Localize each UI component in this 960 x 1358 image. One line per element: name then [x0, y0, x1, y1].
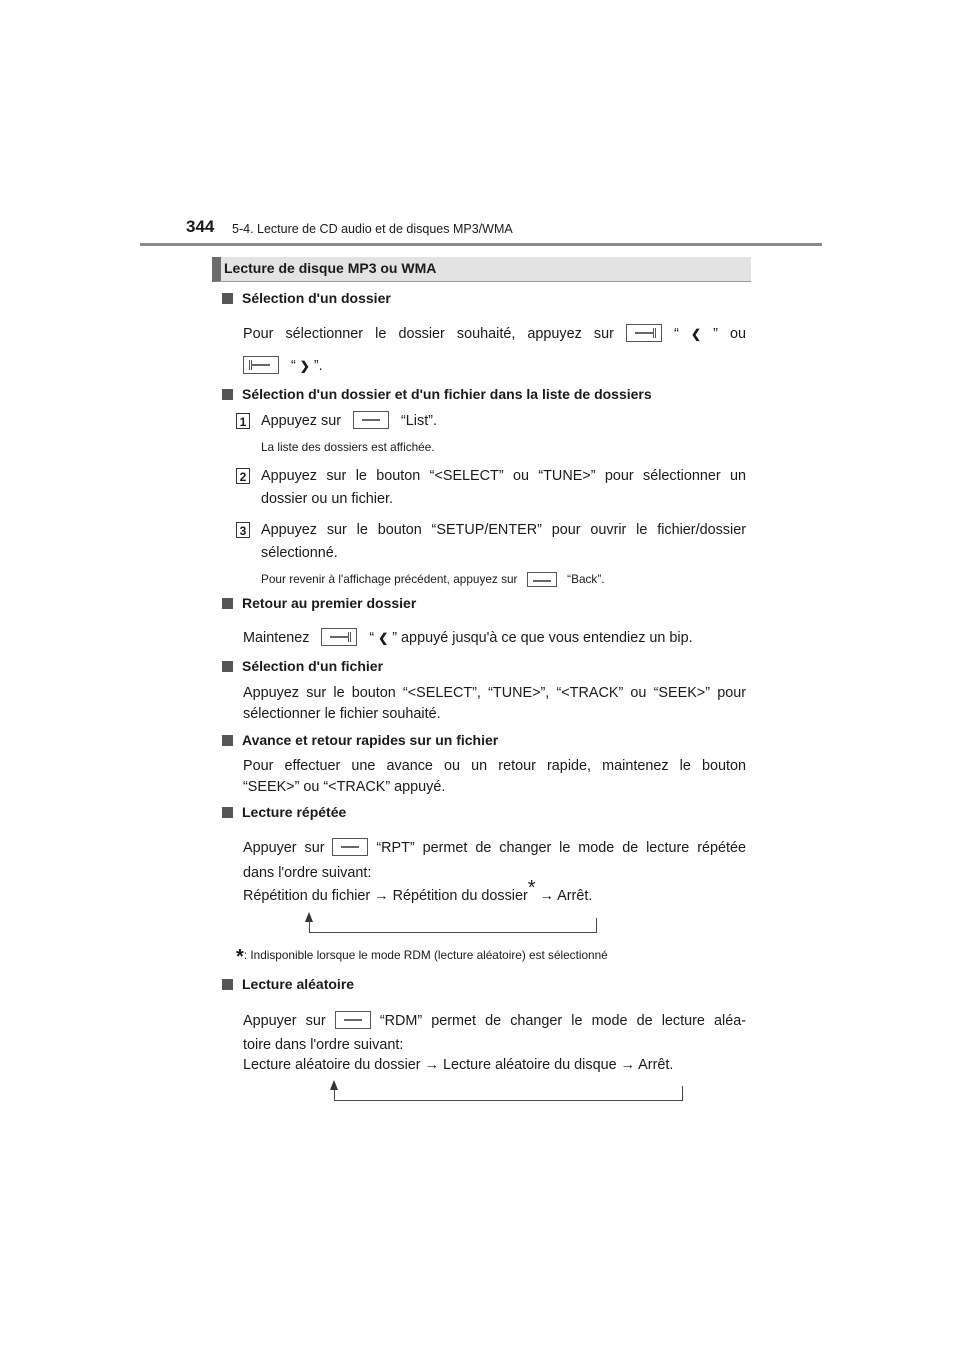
subsection-title-text: Sélection d'un dossier et d'un fichier dans la liste de dossiers — [242, 386, 652, 402]
subsection-title-text: Sélection d'un dossier — [242, 290, 391, 306]
footnote-text: : Indisponible lorsque le mode RDM (lecture aléatoire) est sélectionné — [243, 948, 608, 962]
square-bullet-icon — [222, 979, 233, 990]
s6-line2: dans l'ordre suivant: — [243, 865, 372, 881]
text: “Back”. — [567, 572, 605, 586]
subsection-title-text: Lecture répétée — [242, 804, 347, 820]
footnote-marker: * — [527, 877, 536, 900]
chevron-left-icon: ❮ — [378, 631, 389, 645]
subsection-title-text: Retour au premier dossier — [242, 595, 417, 611]
square-bullet-icon — [222, 807, 233, 818]
chevron-right-icon: ❯ — [299, 359, 310, 373]
subsection-title-text: Sélection d'un fichier — [242, 658, 384, 674]
step-number-2: 2 — [236, 468, 250, 484]
step2-line1: Appuyez sur le bouton “<SELECT” ou “TUNE>” pour sélectionner un — [261, 468, 746, 484]
text: ou — [730, 326, 747, 342]
text: “RDM” permet de changer le mode de lecture aléa- — [379, 1013, 746, 1029]
footnote — [236, 946, 608, 969]
s1-line1 — [243, 323, 746, 345]
subsection-title-text: Avance et retour rapides sur un fichier — [242, 732, 499, 748]
loop-line — [334, 1086, 683, 1101]
chapter-heading: 5-4. Lecture de CD audio et de disques MP3/WMA — [232, 222, 513, 236]
text: → Arrêt. — [535, 888, 593, 904]
s4-line2: sélectionner le fichier souhaité. — [243, 706, 441, 722]
subsection-title-text: Lecture aléatoire — [242, 976, 355, 992]
step-number-3: 3 — [236, 522, 250, 538]
footnote-star: * — [236, 946, 244, 968]
step3-line1: Appuyez sur le bouton “SETUP/ENTER” pour ouvrir le fichier/dossier — [261, 522, 746, 538]
square-bullet-icon — [222, 389, 233, 400]
loop-line — [309, 918, 597, 933]
rdm-button-icon — [335, 1011, 371, 1029]
step3-note — [261, 568, 764, 590]
text: “ ❮ ” — [674, 326, 718, 342]
s7-line1 — [243, 1010, 746, 1032]
s3-line: Maintenez “ ❮ ” appuyé jusqu'à ce que vous entendiez un bip. — [243, 630, 693, 646]
subsection-title-fast — [222, 732, 498, 748]
text: “List”. — [401, 413, 437, 429]
step3-line2: sélectionné. — [261, 545, 338, 561]
s7-line2: toire dans l'ordre suivant: — [243, 1037, 404, 1053]
step-number-1: 1 — [236, 413, 250, 429]
text: ”. — [313, 358, 323, 374]
list-button-icon — [353, 411, 389, 429]
subsection-title-file-select — [222, 658, 383, 674]
square-bullet-icon — [222, 598, 233, 609]
subsection-title-folder-select — [222, 290, 391, 306]
subsection-title-random — [222, 976, 354, 992]
text: Pour revenir à l'affichage précédent, appuyez sur — [261, 572, 518, 586]
text: Pour sélectionner le dossier souhaité, appuyez sur — [243, 326, 614, 342]
rpt-button-icon — [332, 838, 368, 856]
step1-text — [261, 410, 764, 432]
step2-line2: dossier ou un fichier. — [261, 491, 393, 507]
subsection-title-first-folder — [222, 595, 416, 611]
folder-up-button-icon — [321, 628, 357, 646]
folder-up-button-icon — [626, 324, 662, 342]
s5-line1: Pour effectuer une avance ou un retour rapide, maintenez le bouton — [243, 758, 746, 774]
page-number: 344 — [186, 217, 215, 236]
text: Répétition du fichier → Répétition du dossier — [243, 888, 528, 904]
back-button-icon — [527, 572, 557, 587]
subsection-title-repeat — [222, 804, 346, 820]
text: Appuyez sur — [261, 413, 341, 429]
text: Appuyer sur — [243, 840, 325, 856]
s6-line3 — [243, 877, 746, 907]
square-bullet-icon — [222, 661, 233, 672]
subsection-title-list — [222, 386, 652, 402]
s6-line1 — [243, 837, 746, 859]
square-bullet-icon — [222, 293, 233, 304]
text: Maintenez — [243, 630, 310, 646]
text: “RPT” permet de changer le mode de lecture répétée — [376, 840, 747, 856]
s7-line3: Lecture aléatoire du dossier → Lecture aléatoire du disque → Arrêt. — [243, 1057, 674, 1073]
header-rule — [140, 243, 822, 246]
section-title: Lecture de disque MP3 ou WMA — [224, 260, 437, 276]
folder-down-button-icon — [243, 356, 279, 374]
s5-line2: “SEEK>” ou “<TRACK” appuyé. — [243, 779, 446, 795]
step1-note: La liste des dossiers est affichée. — [261, 440, 435, 454]
s4-line1: Appuyez sur le bouton “<SELECT”, “TUNE>”, “<TRACK” ou “SEEK>” pour — [243, 685, 746, 701]
text: ” appuyé jusqu'à ce que vous entendiez un bip. — [392, 630, 693, 646]
chevron-left-icon: ❮ — [690, 327, 702, 341]
square-bullet-icon — [222, 735, 233, 746]
text: Appuyer sur — [243, 1013, 326, 1029]
s1-line2: “ ❯ ”. — [243, 355, 746, 377]
